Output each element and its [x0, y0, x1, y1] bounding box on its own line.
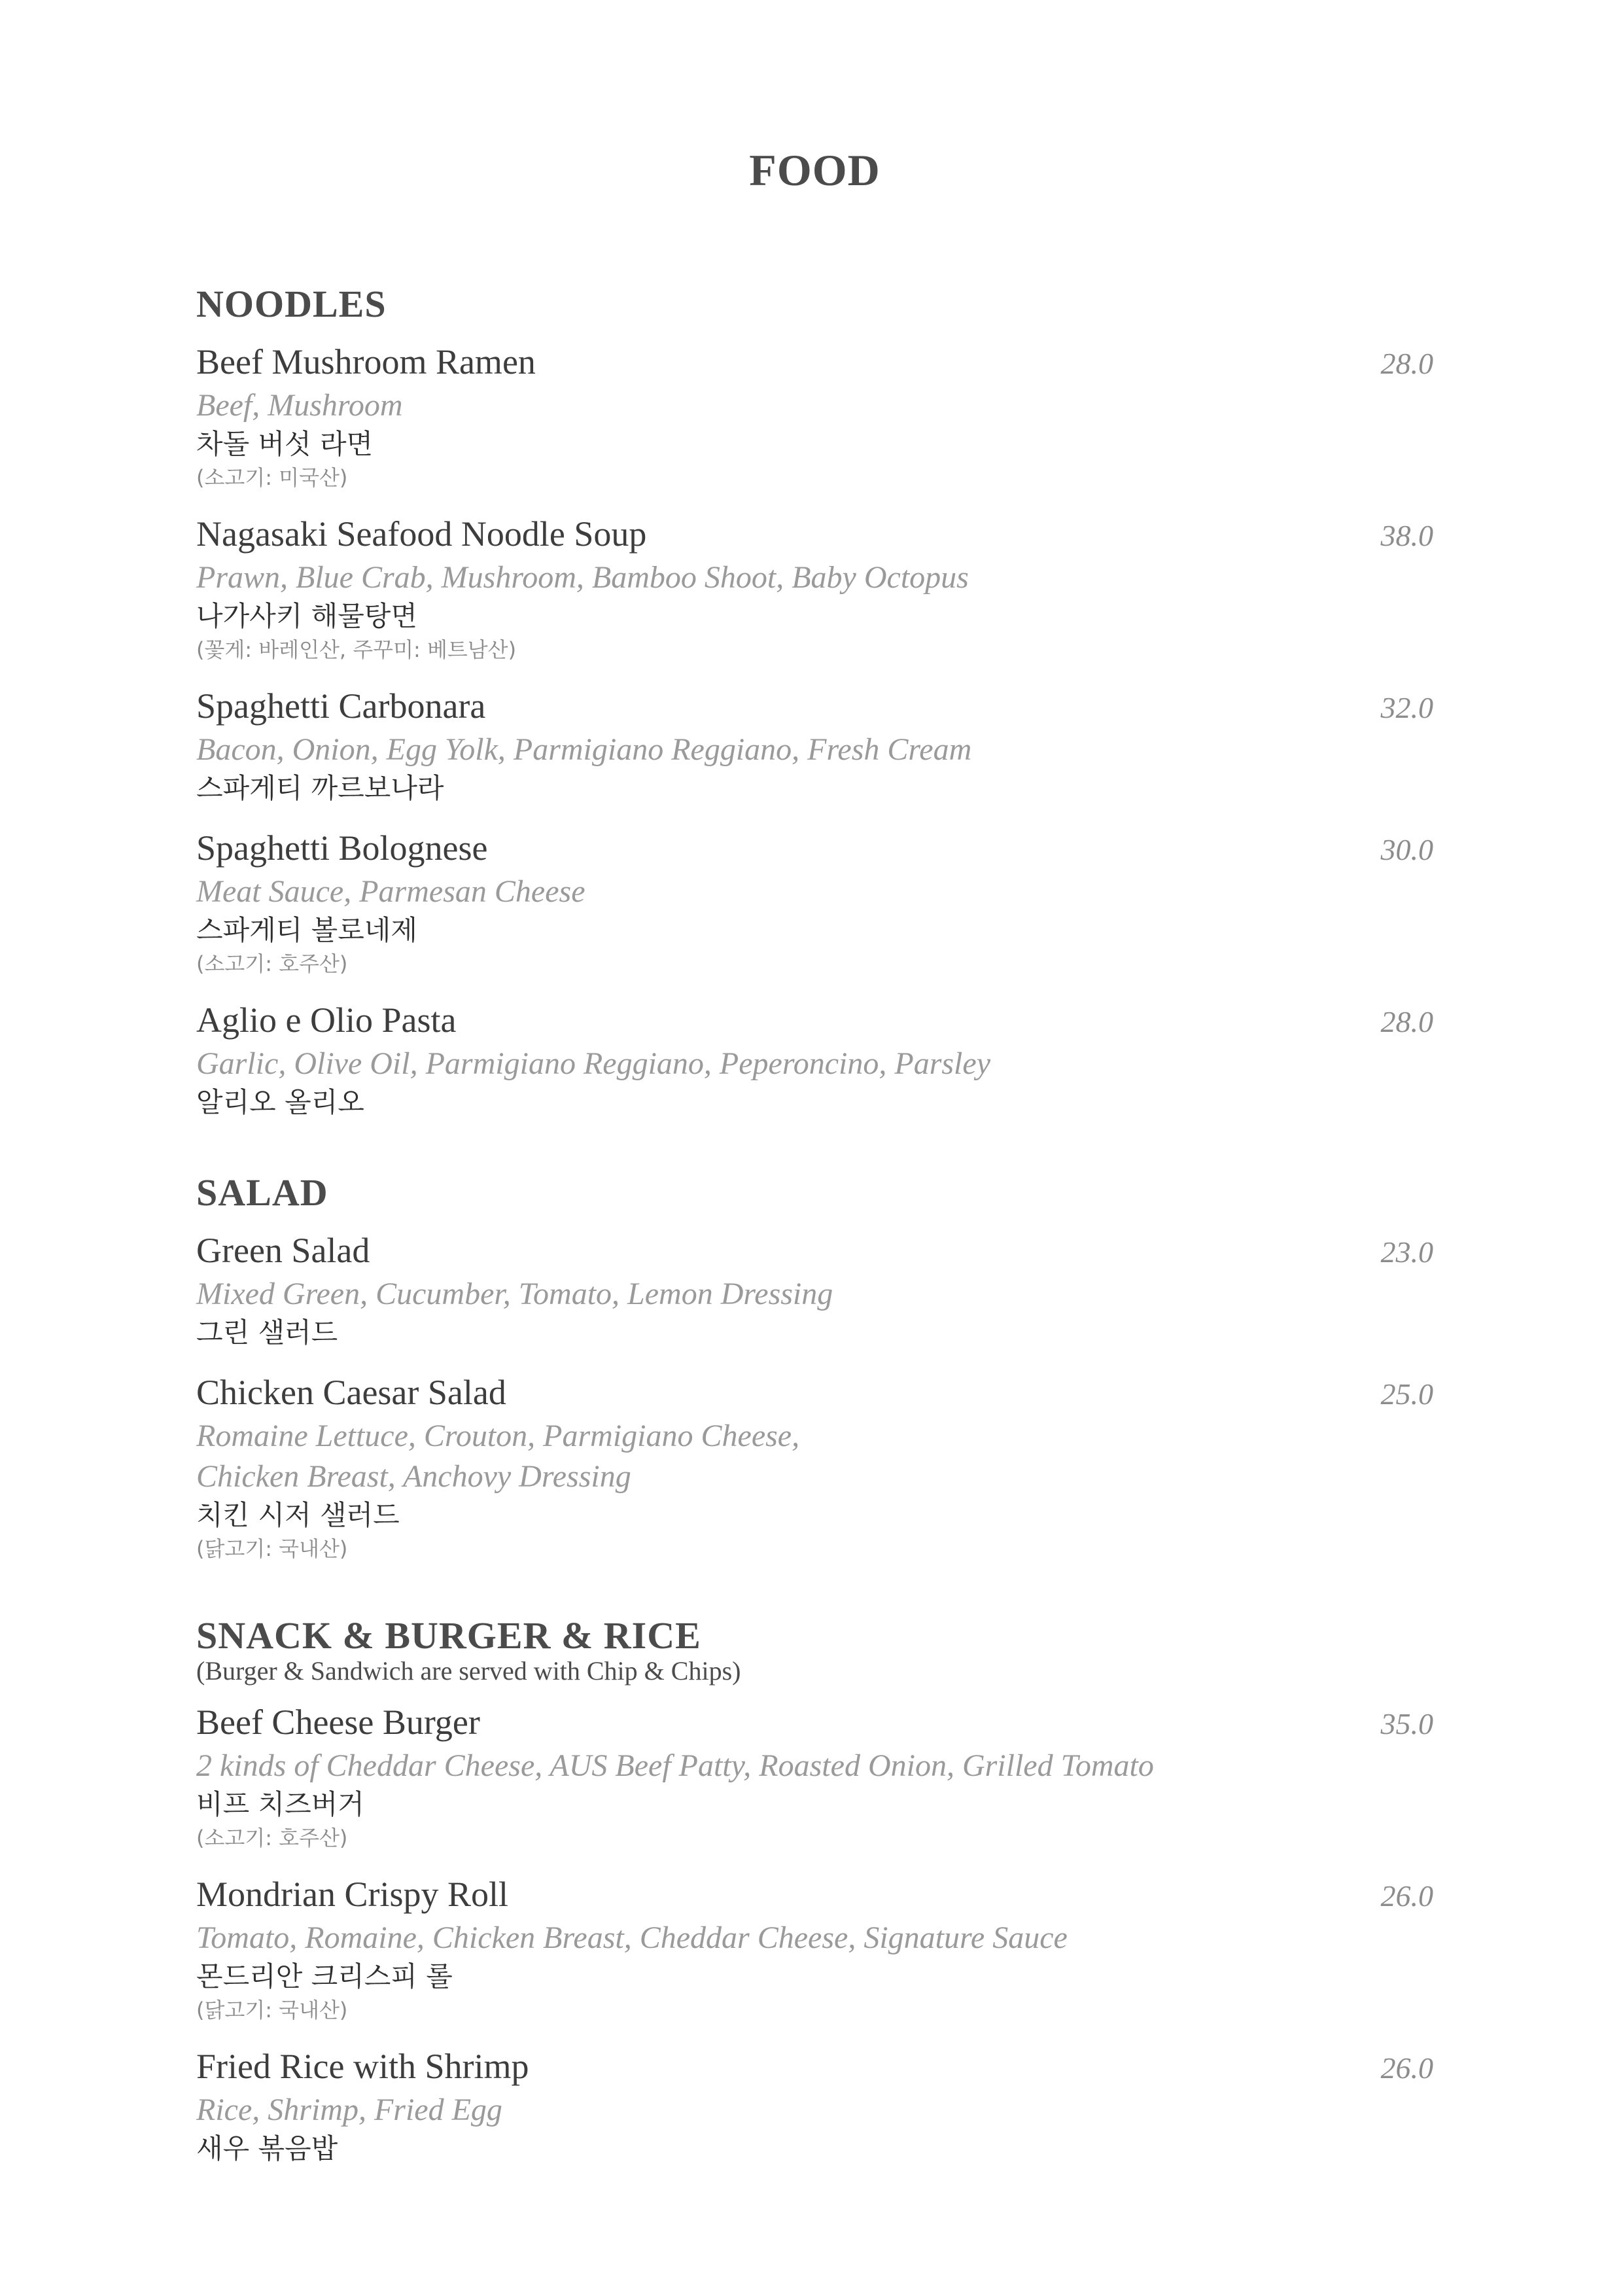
menu-item	[196, 1873, 1433, 2025]
menu-section	[196, 281, 1433, 1121]
item-price: 25.0	[1380, 1377, 1433, 1411]
section-header	[196, 1613, 1433, 1687]
item-name: Spaghetti Carbonara	[196, 686, 486, 726]
item-korean-name: 새우 볶음밥	[196, 2132, 338, 2164]
menu-item	[196, 1371, 1433, 1564]
item-name: Beef Cheese Burger	[196, 1703, 480, 1742]
item-price: 38.0	[1380, 519, 1433, 552]
page-title: FOOD	[749, 145, 881, 195]
menu-item	[196, 998, 1433, 1121]
item-origin: (닭고기: 국내산)	[196, 1998, 348, 2022]
menu-item-header	[196, 684, 1433, 730]
item-origin: (소고기: 호주산)	[196, 951, 348, 976]
item-description: Beef, Mushroom	[196, 388, 403, 423]
item-name: Beef Mushroom Ramen	[196, 342, 536, 381]
item-description: 2 kinds of Cheddar Cheese, AUS Beef Patty, Roasted Onion, Grilled Tomato	[196, 1748, 1154, 1783]
item-price: 23.0	[1380, 1235, 1433, 1269]
item-price: 26.0	[1380, 1879, 1433, 1913]
item-name: Fried Rice with Shrimp	[196, 2047, 529, 2086]
menu-item-header	[196, 998, 1433, 1044]
item-name: Mondrian Crispy Roll	[196, 1875, 509, 1914]
item-description: Tomato, Romaine, Chicken Breast, Cheddar Cheese, Signature Sauce	[196, 1920, 1068, 1955]
item-origin: (닭고기: 국내산)	[196, 1536, 348, 1561]
section-title: NOODLES	[196, 283, 387, 325]
item-korean-name: 비프 치즈버거	[196, 1788, 364, 1820]
menu-item	[196, 2045, 1433, 2167]
item-description: Rice, Shrimp, Fried Egg	[196, 2093, 502, 2127]
item-name: Chicken Caesar Salad	[196, 1373, 506, 1412]
menu-item	[196, 512, 1433, 665]
item-name: Green Salad	[196, 1231, 370, 1270]
item-korean-name: 치킨 시저 샐러드	[196, 1499, 400, 1531]
item-korean-name: 차돌 버섯 라면	[196, 428, 374, 460]
item-description: Romaine Lettuce, Crouton, Parmigiano Cheese,	[196, 1419, 800, 1453]
item-origin: (소고기: 미국산)	[196, 465, 348, 490]
item-description: Chicken Breast, Anchovy Dressing	[196, 1459, 631, 1494]
menu-item-header	[196, 1229, 1433, 1274]
item-name: Nagasaki Seafood Noodle Soup	[196, 514, 647, 554]
item-description: Meat Sauce, Parmesan Cheese	[196, 874, 585, 909]
section-note: (Burger & Sandwich are served with Chip & Chips)	[196, 1656, 741, 1686]
section-header	[196, 1170, 1433, 1216]
item-price: 30.0	[1380, 833, 1433, 866]
item-name: Spaghetti Bolognese	[196, 828, 488, 868]
section-title: SALAD	[196, 1171, 328, 1214]
section-title: SNACK & BURGER & RICE	[196, 1614, 701, 1657]
item-price: 28.0	[1380, 1005, 1433, 1038]
menu-item-header	[196, 340, 1433, 385]
menu-item-header	[196, 2045, 1433, 2090]
menu-item-header	[196, 512, 1433, 557]
section-header	[196, 281, 1433, 327]
menu-item	[196, 826, 1433, 979]
menu-section	[196, 1613, 1433, 2167]
menu-item	[196, 1701, 1433, 1853]
item-korean-name: 나가사키 해물탕면	[196, 600, 417, 632]
item-description: Bacon, Onion, Egg Yolk, Parmigiano Reggiano, Fresh Cream	[196, 732, 972, 767]
item-price: 28.0	[1380, 347, 1433, 380]
item-origin: (꽃게: 바레인산, 주꾸미: 베트남산)	[196, 637, 517, 662]
menu-item-header	[196, 1873, 1433, 1918]
item-korean-name: 스파게티 볼로네제	[196, 914, 417, 946]
menu-item-header	[196, 1371, 1433, 1416]
item-origin: (소고기: 호주산)	[196, 1826, 348, 1850]
item-description: Garlic, Olive Oil, Parmigiano Reggiano, Peperoncino, Parsley	[196, 1046, 990, 1081]
menu-item	[196, 1229, 1433, 1351]
menu-item-header	[196, 1701, 1433, 1746]
item-price: 32.0	[1380, 691, 1433, 724]
menu-item	[196, 340, 1433, 493]
menu-sections	[196, 281, 1433, 2167]
item-korean-name: 스파게티 까르보나라	[196, 772, 444, 804]
item-korean-name: 몬드리안 크리스피 롤	[196, 1960, 453, 1992]
menu-item-header	[196, 826, 1433, 872]
item-price: 26.0	[1380, 2051, 1433, 2085]
item-korean-name: 그린 샐러드	[196, 1316, 338, 1349]
item-name: Aglio e Olio Pasta	[196, 1000, 457, 1040]
item-korean-name: 알리오 올리오	[196, 1086, 364, 1118]
item-description: Mixed Green, Cucumber, Tomato, Lemon Dressing	[196, 1277, 833, 1311]
item-price: 35.0	[1380, 1707, 1433, 1740]
item-description: Prawn, Blue Crab, Mushroom, Bamboo Shoot, Baby Octopus	[196, 560, 969, 595]
menu-section	[196, 1170, 1433, 1564]
menu-item	[196, 684, 1433, 807]
